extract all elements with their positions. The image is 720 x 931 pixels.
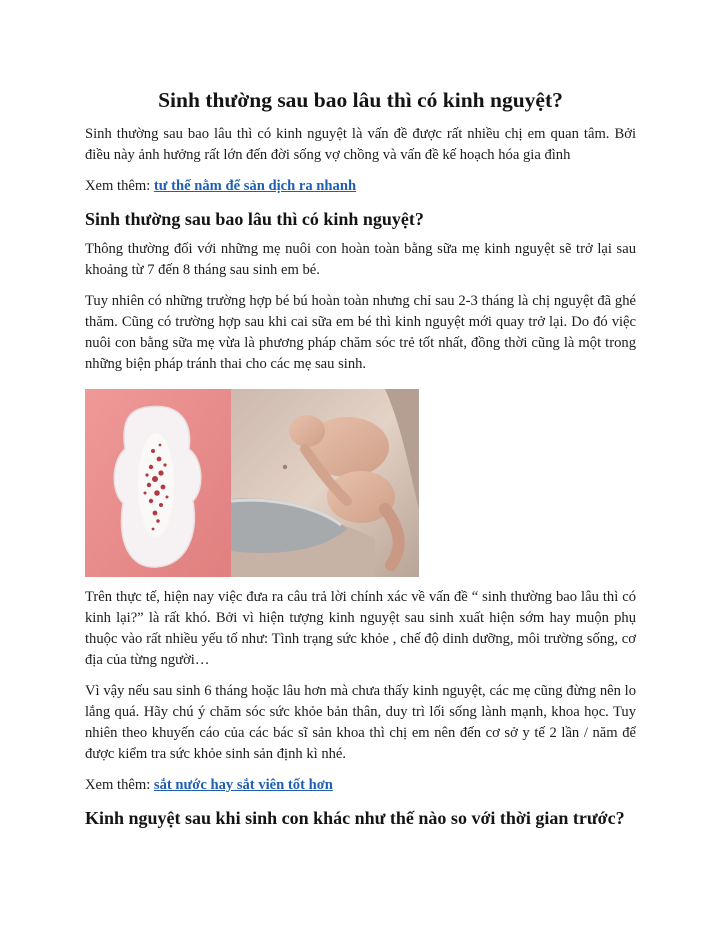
- section-1-paragraph-2: Tuy nhiên có những trường hợp bé bú hoàn toàn nhưng chỉ sau 2-3 tháng là chị nguyệt đã ghé thăm. Cũng có trường hợp sau khi cai sữa em bé thì kinh nguyệt mới quay trở lại. Do đó việc nuôi con bằng sữa mẹ vừa là phương pháp chăm sóc trẻ tốt nhất, đồng thời cũng là một trong những biện pháp tránh thai cho các mẹ sau sinh.: [85, 293, 636, 372]
- see-also-prefix: Xem thêm:: [85, 178, 154, 194]
- section-1-paragraph-3: Trên thực tế, hiện nay việc đưa ra câu trả lời chính xác về vấn đề “ sinh thường bao lâu thì có kinh lại?” là rất khó. Bởi vì hiện tượng kinh nguyệt sau sinh xuất hiện sớm hay muộn phụ thuộc vào rất nhiều yếu tố như: Tình trạng sức khỏe , chế độ dinh dưỡng, môi trường sống, cơ địa của từng người…: [85, 589, 636, 668]
- intro-paragraph: Sinh thường sau bao lâu thì có kinh nguyệt là vấn đề được rất nhiều chị em quan tâm. Bởi điều này ảnh hưởng rất lớn đến đời sống vợ chồng và vấn đề kế hoạch hóa gia đình: [85, 126, 636, 163]
- article-photo: [85, 389, 419, 577]
- section-1-paragraph-4: Vì vậy nếu sau sinh 6 tháng hoặc lâu hơn mà chưa thấy kinh nguyệt, các mẹ cũng đừng nên lo lắng quá. Hãy chú ý chăm sóc sức khỏe bản thân, duy trì lối sống lành mạnh, khoa học. Tuy nhiên theo khuyến cáo của các bác sĩ sản khoa thì chị em nên đến cơ sở y tế 2 lần / năm để được kiểm tra sức khỏe sinh sản định kì nhé.: [85, 683, 636, 762]
- section-1-paragraph-1: Thông thường đối với những mẹ nuôi con hoàn toàn bằng sữa mẹ kinh nguyệt sẽ trở lại sau khoảng từ 7 đến 8 tháng sau sinh em bé.: [85, 241, 636, 278]
- section-2-heading: Kinh nguyệt sau khi sinh con khác như thế nào so với thời gian trước?: [85, 808, 625, 828]
- see-also-line-2: [85, 775, 636, 796]
- see-also-link-1[interactable]: tư thế nằm để sản dịch ra nhanh: [153, 178, 357, 194]
- section-1-heading: Sinh thường sau bao lâu thì có kinh nguyệt?: [85, 209, 424, 229]
- see-also-prefix: Xem thêm:: [85, 777, 154, 793]
- see-also-line-1: [85, 176, 636, 197]
- sanitary-pad-shape: [114, 406, 201, 567]
- see-also-link-2[interactable]: sắt nước hay sắt viên tốt hơn: [153, 777, 333, 793]
- article-title: Sinh thường sau bao lâu thì có kinh nguyệt?: [158, 88, 563, 112]
- photo-pad-and-baby: [85, 389, 419, 577]
